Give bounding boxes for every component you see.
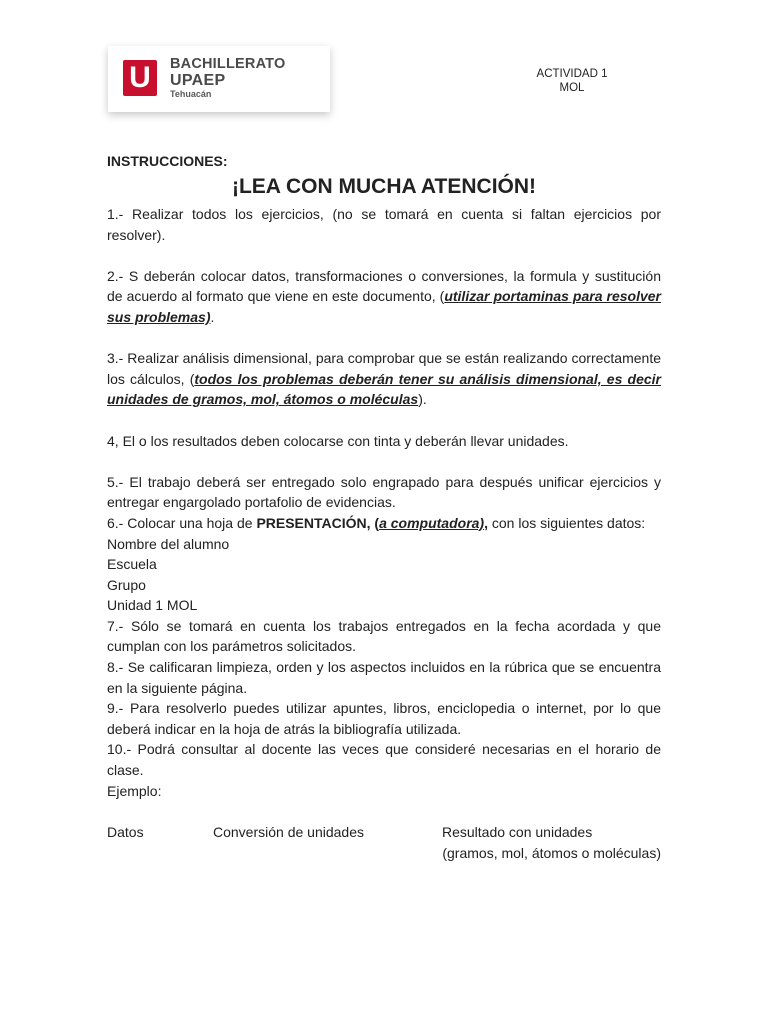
- instruction-6: [107, 513, 661, 534]
- instruction-3: [107, 348, 661, 410]
- instruction-1: 1.- Realizar todos los ejercicios, (no se tomará en cuenta si faltan ejercicios por resolver).: [107, 206, 661, 243]
- instruction-2-end: .: [210, 308, 215, 325]
- data-item-escuela: Escuela: [107, 556, 157, 573]
- example-header-row: [107, 822, 661, 843]
- activity-topic: MOL: [559, 82, 585, 94]
- example-col-conversion: Conversión de unidades: [213, 824, 364, 841]
- activity-label: [510, 67, 634, 95]
- data-item-unidad: Unidad 1 MOL: [107, 597, 198, 614]
- instruction-6-emphasis: a computadora): [379, 514, 485, 531]
- instruction-2-emphasis: utilizar portaminas para resolver sus problemas): [107, 288, 661, 325]
- instruction-6-end: con los siguientes datos:: [487, 514, 646, 531]
- logo-text-upaep: UPAEP: [170, 72, 226, 89]
- data-item-nombre: Nombre del alumno: [107, 535, 230, 552]
- page-title: ¡LEA CON MUCHA ATENCIÓN!: [231, 175, 537, 198]
- logo-text-campus: Tehuacán: [170, 89, 212, 99]
- instruction-3-emphasis: todos los problemas deberán tener su análisis dimensional, es decir unidades de gramos, mol, átomos o moléculas: [107, 370, 661, 408]
- instruction-8: 8.- Se calificaran limpieza, orden y los aspectos incluidos en la rúbrica que se encuentra en la siguiente página.: [107, 659, 661, 696]
- instruction-3-end: ).: [418, 391, 427, 408]
- activity-number: ACTIVIDAD 1: [536, 68, 608, 80]
- instruction-2-text: 2.- S deberán colocar datos, transformaciones o conversiones, la formula y sustitución de acuerdo al formato que viene en este documento, (: [107, 267, 661, 305]
- example-label: Ejemplo:: [107, 782, 162, 799]
- logo-text-bachillerato: BACHILLERATO: [170, 56, 286, 72]
- example-col-resultado-sub: (gramos, mol, átomos o moléculas): [442, 844, 661, 861]
- instruction-6-presentacion: PRESENTACIÓN, (: [256, 514, 380, 531]
- upaep-logo-mark: U: [123, 60, 157, 96]
- instruction-10: 10.- Podrá consultar al docente las veces que consideré necesarias en el horario de clase.: [107, 741, 661, 779]
- instruction-7: 7.- Sólo se tomará en cuenta los trabajos entregados en la fecha acordada y que cumplan con los parámetros solicitados.: [107, 617, 661, 655]
- instruction-4: 4, El o los resultados deben colocarse con tinta y deberán llevar unidades.: [107, 432, 569, 449]
- instruction-3-text: 3.- Realizar análisis dimensional, para comprobar que se están realizando correctamente los cálculos, (: [107, 350, 661, 387]
- instruction-9: 9.- Para resolverlo puedes utilizar apuntes, libros, enciclopedia o internet, por lo que deberá indicar en la hoja de atrás la bibliografía utilizada.: [107, 700, 661, 737]
- instruction-2: [107, 266, 661, 328]
- document-body: [107, 152, 661, 863]
- example-col-resultado: Resultado con unidades: [442, 824, 593, 841]
- instruction-5: 5.- El trabajo deberá ser entregado solo engrapado para después unificar ejercicios y entregar engargolado portafolio de evidencias.: [107, 473, 661, 511]
- instructions-heading: INSTRUCCIONES:: [107, 153, 228, 169]
- instruction-6-comma: ,: [484, 514, 488, 531]
- instruction-6-text: 6.- Colocar una hoja de: [107, 514, 257, 531]
- school-logo: [108, 46, 330, 112]
- data-item-grupo: Grupo: [107, 576, 146, 593]
- example-col-datos: Datos: [107, 824, 144, 841]
